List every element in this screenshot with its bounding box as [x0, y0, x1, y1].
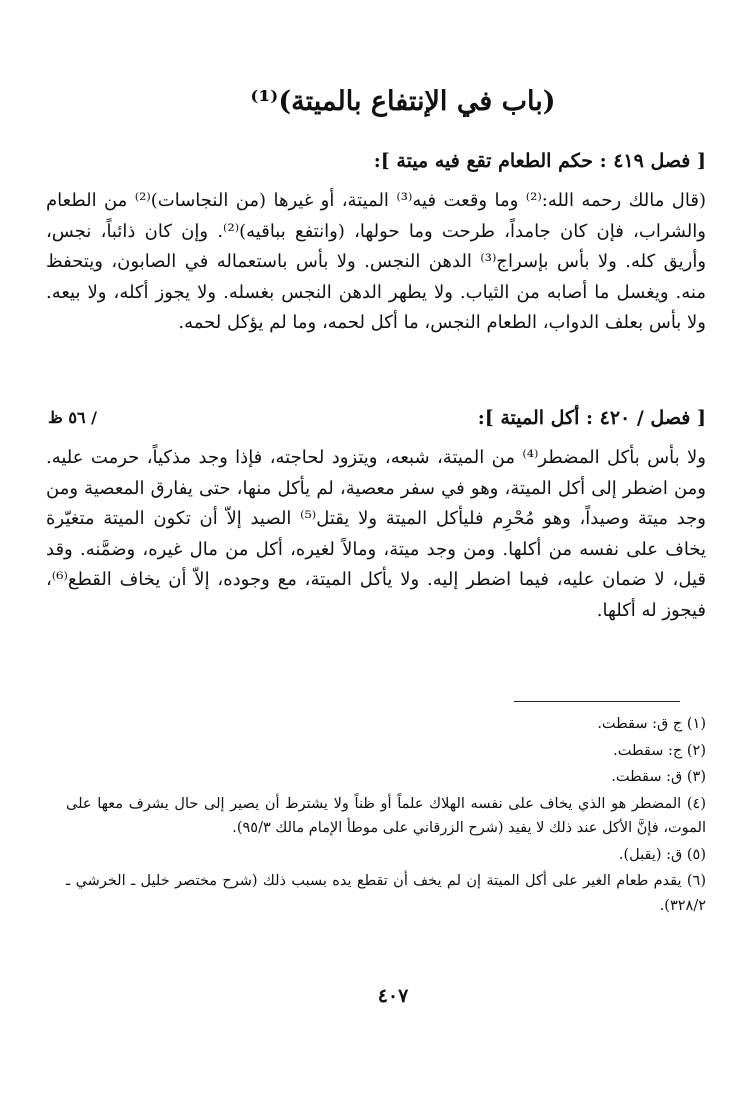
footnote-5: (٥) ق: (يقبل).: [618, 846, 706, 863]
footnote-1: (١) ج ق: سقطت.: [597, 716, 706, 732]
footnote-6: (٦) يقدم طعام الغير على أكل الميتة إن لم يخف أن تقطع يده بسبب ذلك (شرح مختصر خليل ـ الخرشي ـ ٣٢٨/٢).: [66, 873, 706, 914]
section-body-419: (قال مالك رحمه الله:⁽²⁾ وما وقعت فيه⁽³⁾ الميتة، أو غيرها (من النجاسات)⁽²⁾ من الطعام والشراب، فإن كان جامداً، طرحت وما حولها، (وانتفع بباقيه)⁽²⁾. وإن كان ذائباً، نجس، وأريق كله. ولا بأس بإسراج⁽³⁾ الدهن النجس. ولا بأس باستعماله في الصابون، ويتحفظ منه. ويغسل ما أصابه من الثياب. ولا يطهر الدهن النجس بغسله. ولا يجوز أكله، ولا بيعه. ولا بأس بعلف الدواب، الطعام النجس، ما أكل لحمه، وما لم يؤكل لحمه.: [46, 190, 707, 333]
chapter-title: (باب في الإنتفاع بالميتة)⁽¹⁾: [250, 86, 556, 117]
section-heading-419: [ فصل ٤١٩ : حكم الطعام تقع فيه ميتة ]:: [373, 150, 706, 172]
footnote-2: (٢) ج: سقطت.: [613, 742, 706, 759]
footnotes-list: [66, 712, 706, 920]
page-number: ٤٠٧: [377, 985, 409, 1007]
manuscript-folio-note: / ٥٦ ظ: [48, 408, 97, 427]
section-heading-420: [ فصل / ٤٢٠ : أكل الميتة ]:: [477, 407, 706, 429]
footnote-3: (٣) ق: سقطت.: [611, 769, 706, 785]
footnote-divider: [514, 701, 680, 702]
footnote-4: (٤) المضطر هو الذي يخاف على نفسه الهلاك علماً أو ظناً ولا يشترط أن يصير إلى حال يشرف معها على الموت، فإنَّ الأكل عند ذلك لا يفيد (شرح الزرقاني على موطأ الإمام مالك ٩٥/٣).: [66, 795, 706, 836]
section-body-420: ولا بأس بأكل المضطر⁽⁴⁾ من الميتة، شبعه، ويتزود لحاجته، فإذا وجد مذكياً، حرمت عليه. ومن اضطر إلى أكل الميتة، وهو في سفر معصية، لم يأكل منها، حتى يفارق المعصية ومن وجد ميتة وصيداً، وهو مُحْرِم فليأكل الميتة ولا يقتل⁽⁵⁾ الصيد إلاّ أن تكون الميتة متغيّرة يخاف على نفسه من أكلها. ومن وجد ميتة، ومالاً لغيره، أكل من مال غيره، وضمَّنه. وقد قيل، لا ضمان عليه، فيما اضطر إليه. ولا يأكل الميتة، مع وجوده، إلاّ أن يخاف القطع⁽⁶⁾، فيجوز له أكلها.: [46, 447, 707, 621]
